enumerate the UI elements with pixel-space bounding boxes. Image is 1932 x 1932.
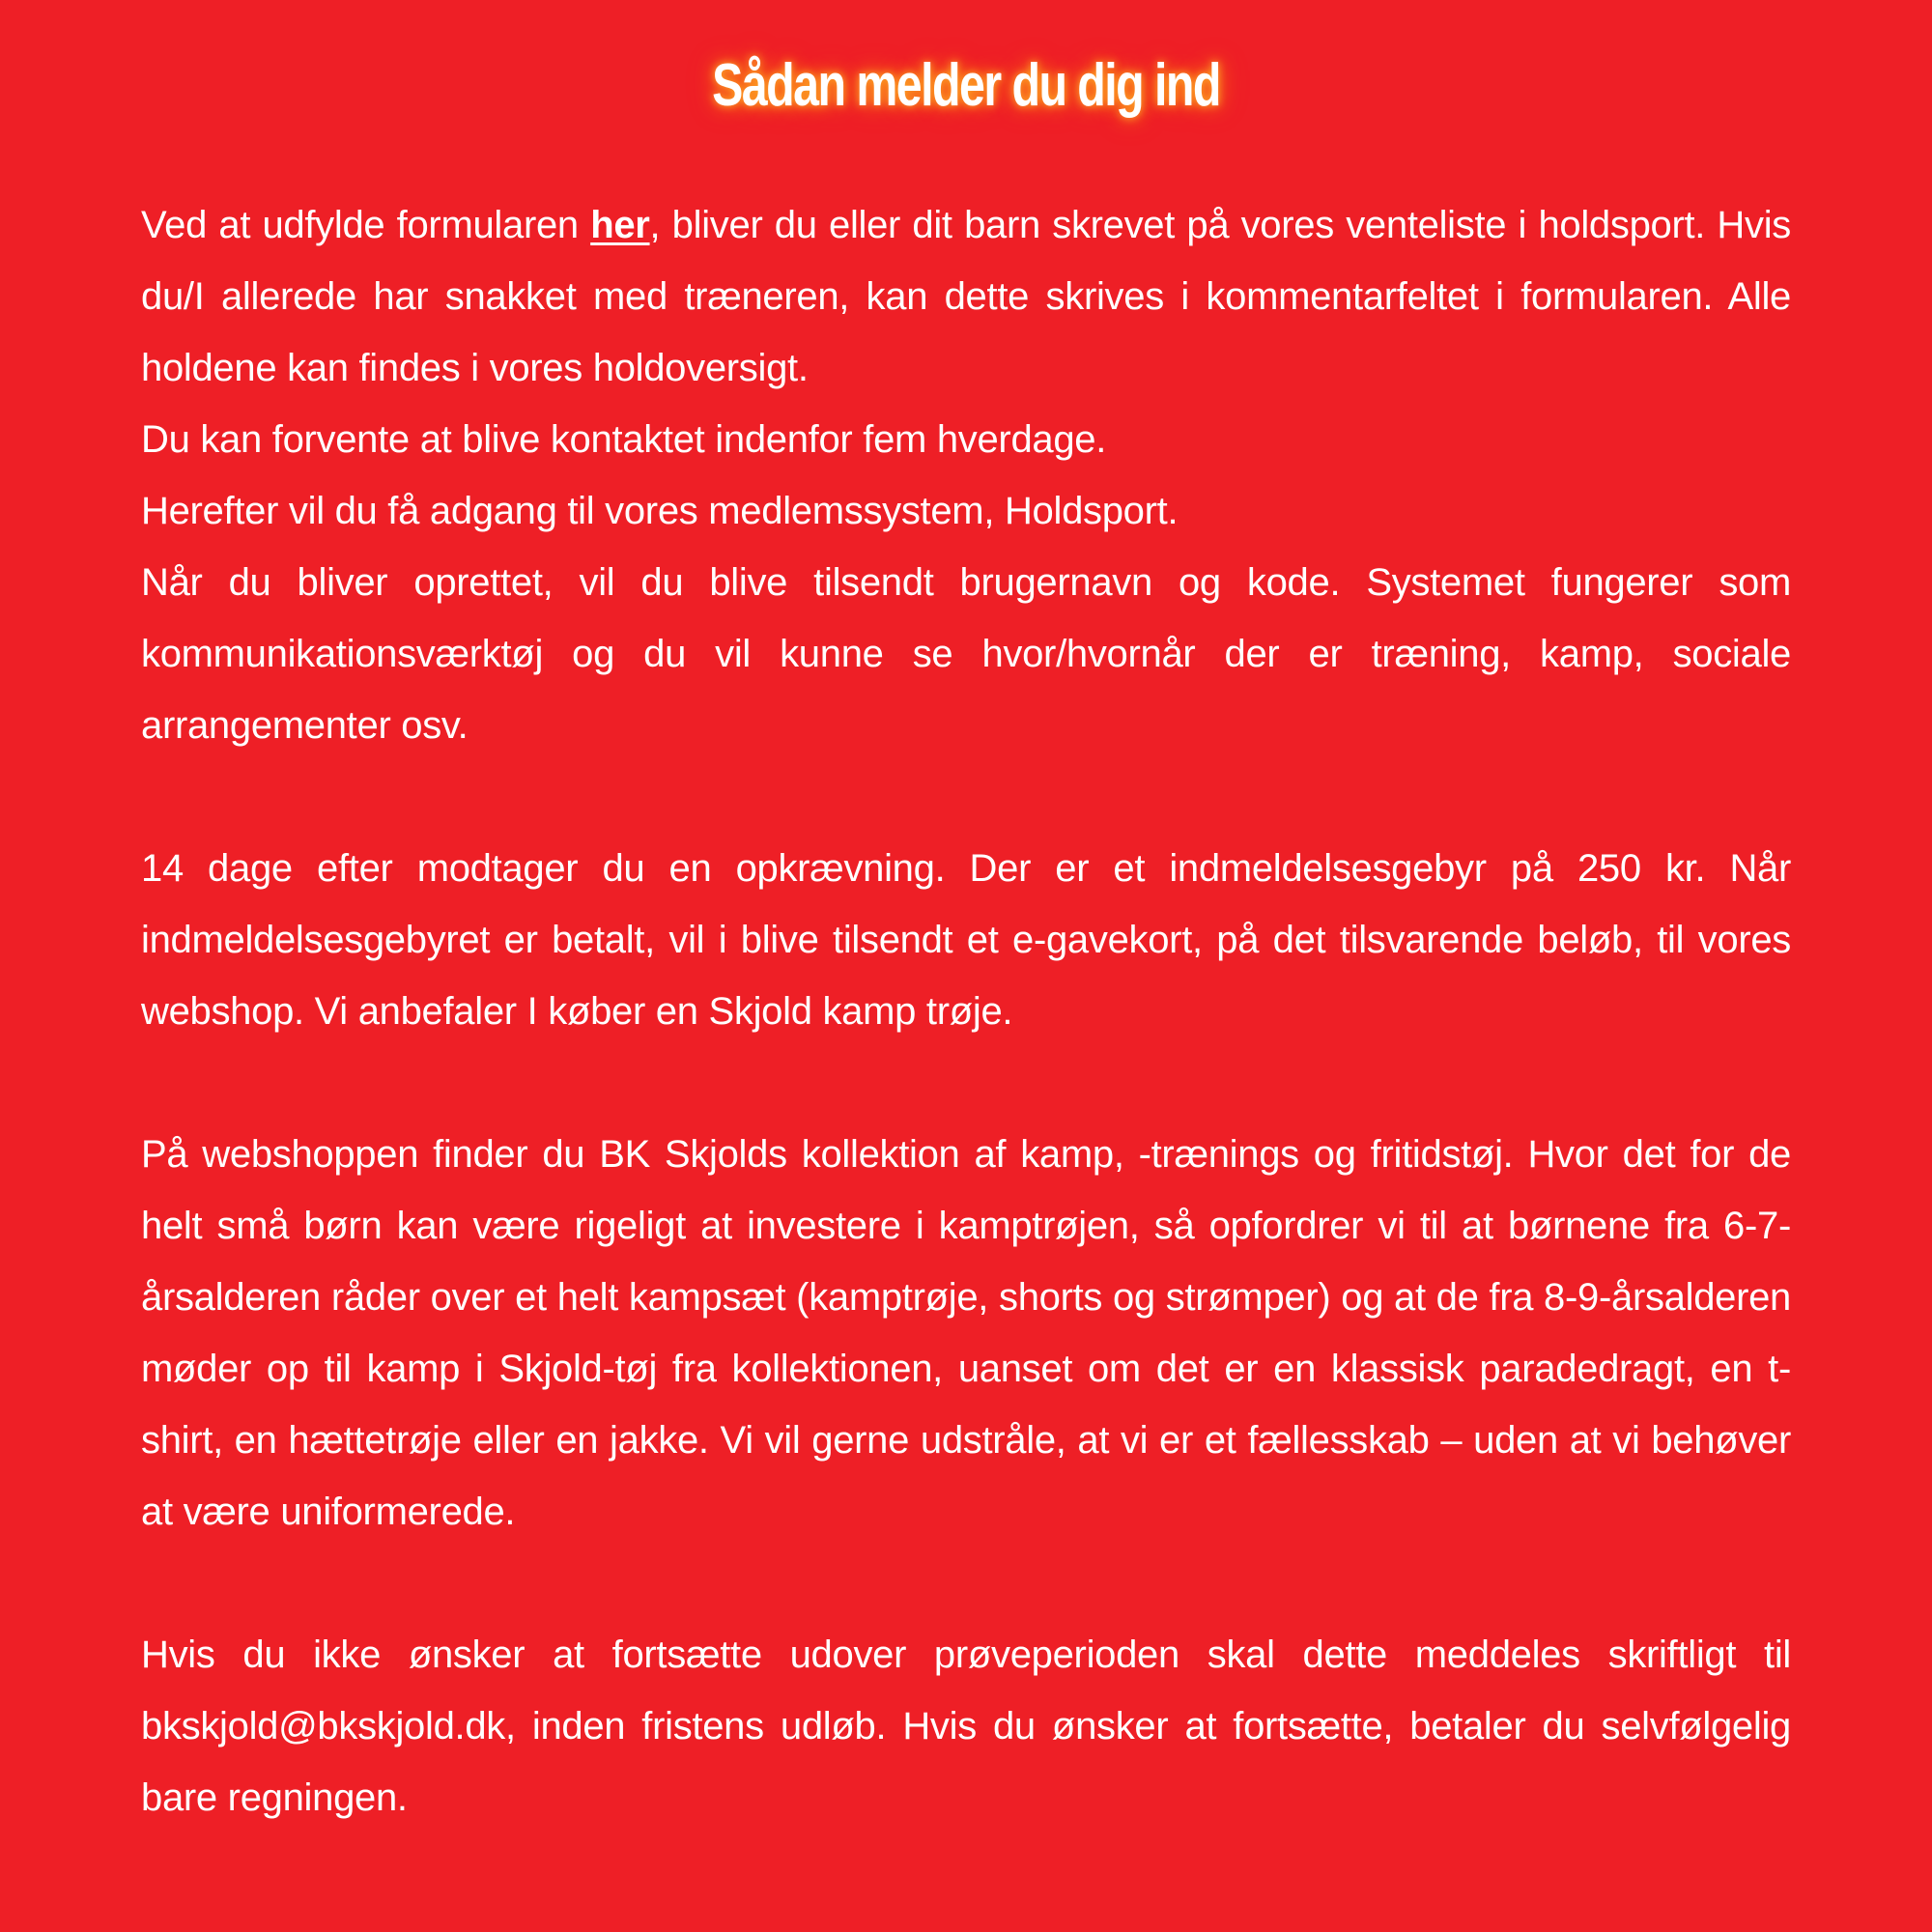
intro-paragraph (141, 189, 1791, 404)
contact-line: Du kan forvente at blive kontaktet indenfor fem hverdage. (141, 418, 1107, 461)
cancel-paragraph: Hvis du ikke ønsker at fortsætte udover prøveperioden skal dette meddeles skriftligt til bkskjold@bkskjold.dk, inden fristens udløb. Hvis du ønsker at fortsætte, betaler du selvfølgelig bare regningen. (141, 1634, 1791, 1819)
page-title: Sådan melder du dig ind (712, 52, 1220, 119)
intro-text-before-link: Ved at udfylde formularen (141, 204, 591, 246)
fee-paragraph: 14 dage efter modtager du en opkrævning. Der er et indmeldelsesgebyr på 250 kr. Når indmeldelsesgebyret er betalt, vil i blive tilsendt et e-gavekort, på det tilsvarende beløb, til vores webshop. Vi anbefaler I køber en Skjold kamp trøje. (141, 847, 1791, 1033)
system-paragraph: Når du bliver oprettet, vil du blive tilsendt brugernavn og kode. Systemet fungerer som kommunikationsværktøj og du vil kunne se hvor/hvornår der er træning, kamp, sociale arrangementer osv. (141, 561, 1791, 747)
access-line: Herefter vil du få adgang til vores medlemssystem, Holdsport. (141, 490, 1179, 532)
intro-text-after-link: , bliver du eller dit barn skrevet på vores venteliste i holdsport. Hvis du/I allerede har snakket med træneren, kan dette skrives i kommentarfeltet i formularen. Alle holdene kan findes i vores holdoversigt. (141, 204, 1791, 389)
paragraph-spacer (141, 1548, 1791, 1619)
signup-form-link[interactable]: her (590, 204, 650, 246)
body-text (141, 189, 1791, 1833)
paragraph-spacer (141, 1047, 1791, 1119)
paragraph-spacer (141, 761, 1791, 833)
webshop-paragraph: På webshoppen finder du BK Skjolds kollektion af kamp, -trænings og fritidstøj. Hvor det for de helt små børn kan være rigeligt at investere i kamptrøjen, så opfordrer vi til at børnene fra 6-7-årsalderen råder over et helt kampsæt (kamptrøje, shorts og strømper) og at de fra 8-9-årsalderen møder op til kamp i Skjold-tøj fra kollektionen, uanset om det er en klassisk paradedragt, en t-shirt, en hættetrøje eller en jakke. Vi vil gerne udstråle, at vi er et fællesskab – uden at vi behøver at være uniformerede. (141, 1133, 1791, 1533)
